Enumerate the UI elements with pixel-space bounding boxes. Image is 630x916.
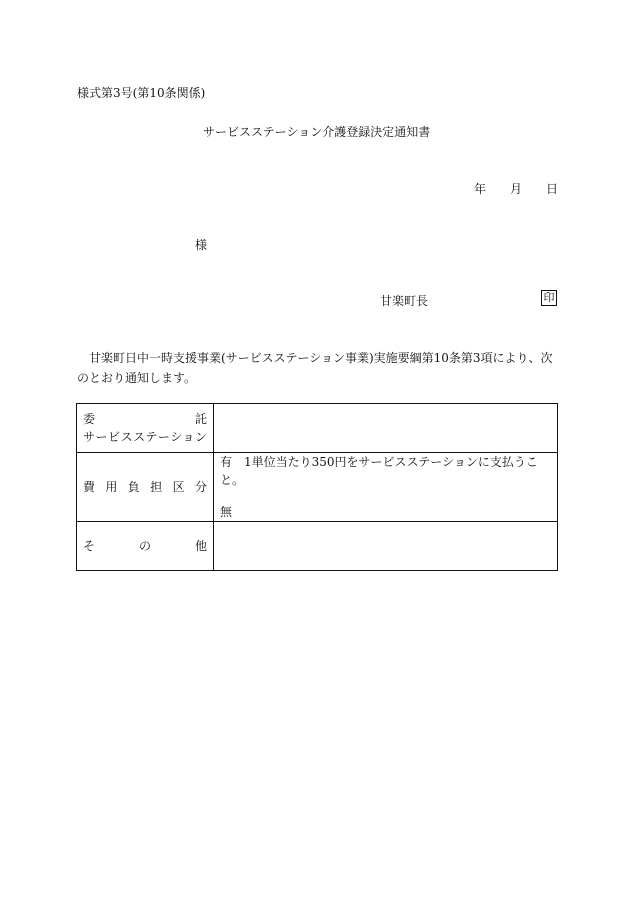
fee-option-yes: 有 1単位当たり350円をサービスステーションに支払うこと。 — [220, 455, 538, 487]
notification-table — [76, 403, 558, 571]
fee-option-no: 無 — [220, 505, 233, 519]
date-month-label: 月 — [510, 182, 523, 196]
table-row-fee-category — [77, 453, 558, 522]
notification-body-text: 甘楽町日中一時支援事業(サービスステーション事業)実施要綱第10条第3項により、次のとおり通知します。 — [77, 351, 553, 385]
date-line — [474, 180, 558, 197]
label-line: 費用負担区分 — [83, 480, 207, 494]
value-other — [214, 522, 558, 571]
label-line: 委 託 — [83, 412, 207, 426]
value-consignment — [214, 404, 558, 453]
label-line: その他 — [83, 539, 207, 553]
form-number: 様式第3号(第10条関係) — [77, 86, 206, 100]
addressee-suffix: 様 — [195, 238, 208, 252]
table-row-other — [77, 522, 558, 571]
table-row-consignment — [77, 404, 558, 453]
label-fee-category — [77, 453, 214, 522]
label-other — [77, 522, 214, 571]
date-day-label: 日 — [546, 182, 559, 196]
seal-mark: 印 — [541, 290, 557, 306]
document-title: サービスステーション介護登録決定通知書 — [203, 125, 431, 139]
label-consignment — [77, 404, 214, 453]
issuer-name: 甘楽町長 — [380, 294, 429, 308]
label-line: サービスステーション — [83, 430, 207, 444]
value-fee-category — [214, 453, 558, 522]
date-year-label: 年 — [474, 182, 487, 196]
